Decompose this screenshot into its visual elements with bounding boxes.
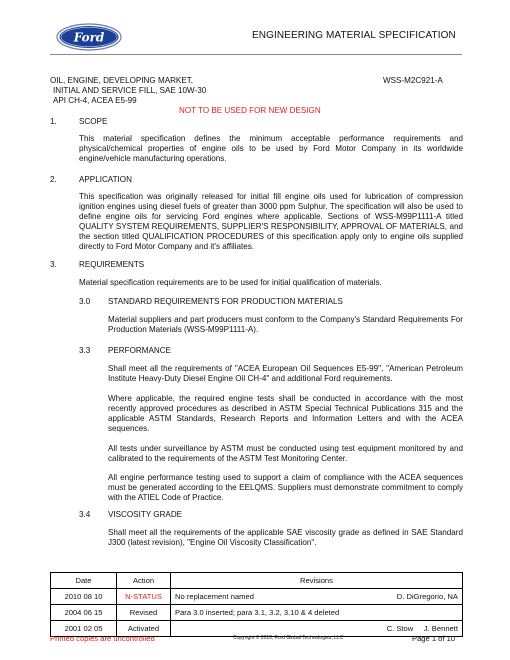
table-row [51,605,463,621]
spec-title-line-3: API CH-4, ACEA E5-99 [53,96,137,105]
revision-date: 2004 06 15 [51,605,117,621]
subsection-number: 3.0 [79,297,91,306]
design-notice: NOT TO BE USED FOR NEW DESIGN [179,106,321,115]
section-number: 1. [50,117,57,126]
subsection-heading: STANDARD REQUIREMENTS FOR PRODUCTION MATERIALS [108,297,343,306]
column-header-action: Action [117,573,171,589]
revision-text: Para 3.0 inserted; para 3.1, 3.2, 3.10 & 4 deleted [175,608,340,617]
table-row [51,589,463,605]
revision-detail [171,589,463,605]
revision-author: D. DiGregorio, NA [396,592,458,601]
performance-paragraph: All engine performance testing used to support a claim of compliance with the ACEA sequences must be generated according to the EELQMS. Suppliers must demonstrate commitment to comply with the ATIEL Code of Practice. [108,473,463,503]
revision-action: N-STATUS [117,589,171,605]
header-divider [50,54,462,55]
section-number: 2. [50,175,57,184]
revision-action: Revised [117,605,171,621]
column-header-revisions: Revisions [171,573,463,589]
revision-detail [171,605,463,621]
performance-paragraph: All tests under surveillance by ASTM must be conducted using test equipment monitored by and calibrated to the requirements of the ASTM Test Monitoring Center. [108,444,463,464]
column-header-date: Date [51,573,117,589]
section-heading: APPLICATION [79,175,132,184]
revision-table [50,572,463,637]
subsection-number: 3.4 [79,510,91,519]
section-heading: REQUIREMENTS [79,260,145,269]
revision-action: Activated [117,621,171,637]
document-header-title: ENGINEERING MATERIAL SPECIFICATION [252,30,456,41]
revision-author: C. Stow J. Bennett [386,624,458,633]
page-number: Page 1 of 10 [412,634,456,643]
spec-title-line-2: INITIAL AND SERVICE FILL, SAE 10W-30 [53,86,207,95]
revision-date: 2010 08 10 [51,589,117,605]
section-number: 3. [50,260,57,269]
subsection-body: Shall meet all the requirements of the applicable SAE viscosity grade as defined in SAE Standard J300 (latest revision), "Engine Oil Viscosity Classification". [108,528,463,548]
subsection-body: Material suppliers and part producers must conform to the Company's Standard Requirements For Production Materials (WSS-M99P1111-A). [108,315,463,335]
section-heading: SCOPE [79,117,108,126]
uncontrolled-copy-notice: Printed copies are uncontrolled [50,634,155,643]
copyright-notice: Copyright © 2010, Ford Global Technologies, LLC [233,635,344,641]
section-body: Material specification requirements are to be used for initial qualification of materials. [79,278,382,287]
revision-date: 2001 02 05 [51,621,117,637]
revision-text: No replacement named [175,592,254,601]
performance-paragraph: Shall meet all the requirements of "ACEA European Oil Sequences E5-99", "American Petroleum Institute Heavy-Duty Diesel Engine Oil CH-4" and additional Ford requirements. [108,364,463,384]
spec-number: WSS-M2C921-A [383,76,443,85]
svg-text:Ford: Ford [73,30,105,45]
ford-logo [56,23,122,51]
section-body: This specification was originally released for initial fill engine oils used for lubrication of compression ignition engines using diesel fuels of greater than 3000 ppm Sulphur. The specification will also be used to define engine oils for servicing Ford engines where applicable. Sections of WSS-M99P1111-A titled QUALITY SYSTEM REQUIREMENTS, SUPPLIER'S RESPONSIBILITY, APPROVAL OF MATERIALS, and the section titled QUALIFICATION PROCEDURES of this specification apply only to engine oils supplied directly to Ford Motor Company and it's affiliates. [79,192,463,252]
revision-table-header [51,573,463,589]
subsection-number: 3.3 [79,346,91,355]
subsection-heading: PERFORMANCE [108,346,171,355]
performance-paragraph: Where applicable, the required engine tests shall be conducted in accordance with the most recently approved procedures as described in ASTM Special Technical Publications 315 and the applicable ASTM Standards, Research Reports and Information Letters and with the ACEA sequences. [108,394,463,434]
spec-title-line-1: OIL, ENGINE, DEVELOPING MARKET, [50,76,194,85]
subsection-heading: VISCOSITY GRADE [108,510,183,519]
section-body: This material specification defines the minimum acceptable performance requirements and physical/chemical properties of engine oils to be used by Ford Motor Company in its worldwide engine/vehicle manufacturing operations. [79,134,463,164]
